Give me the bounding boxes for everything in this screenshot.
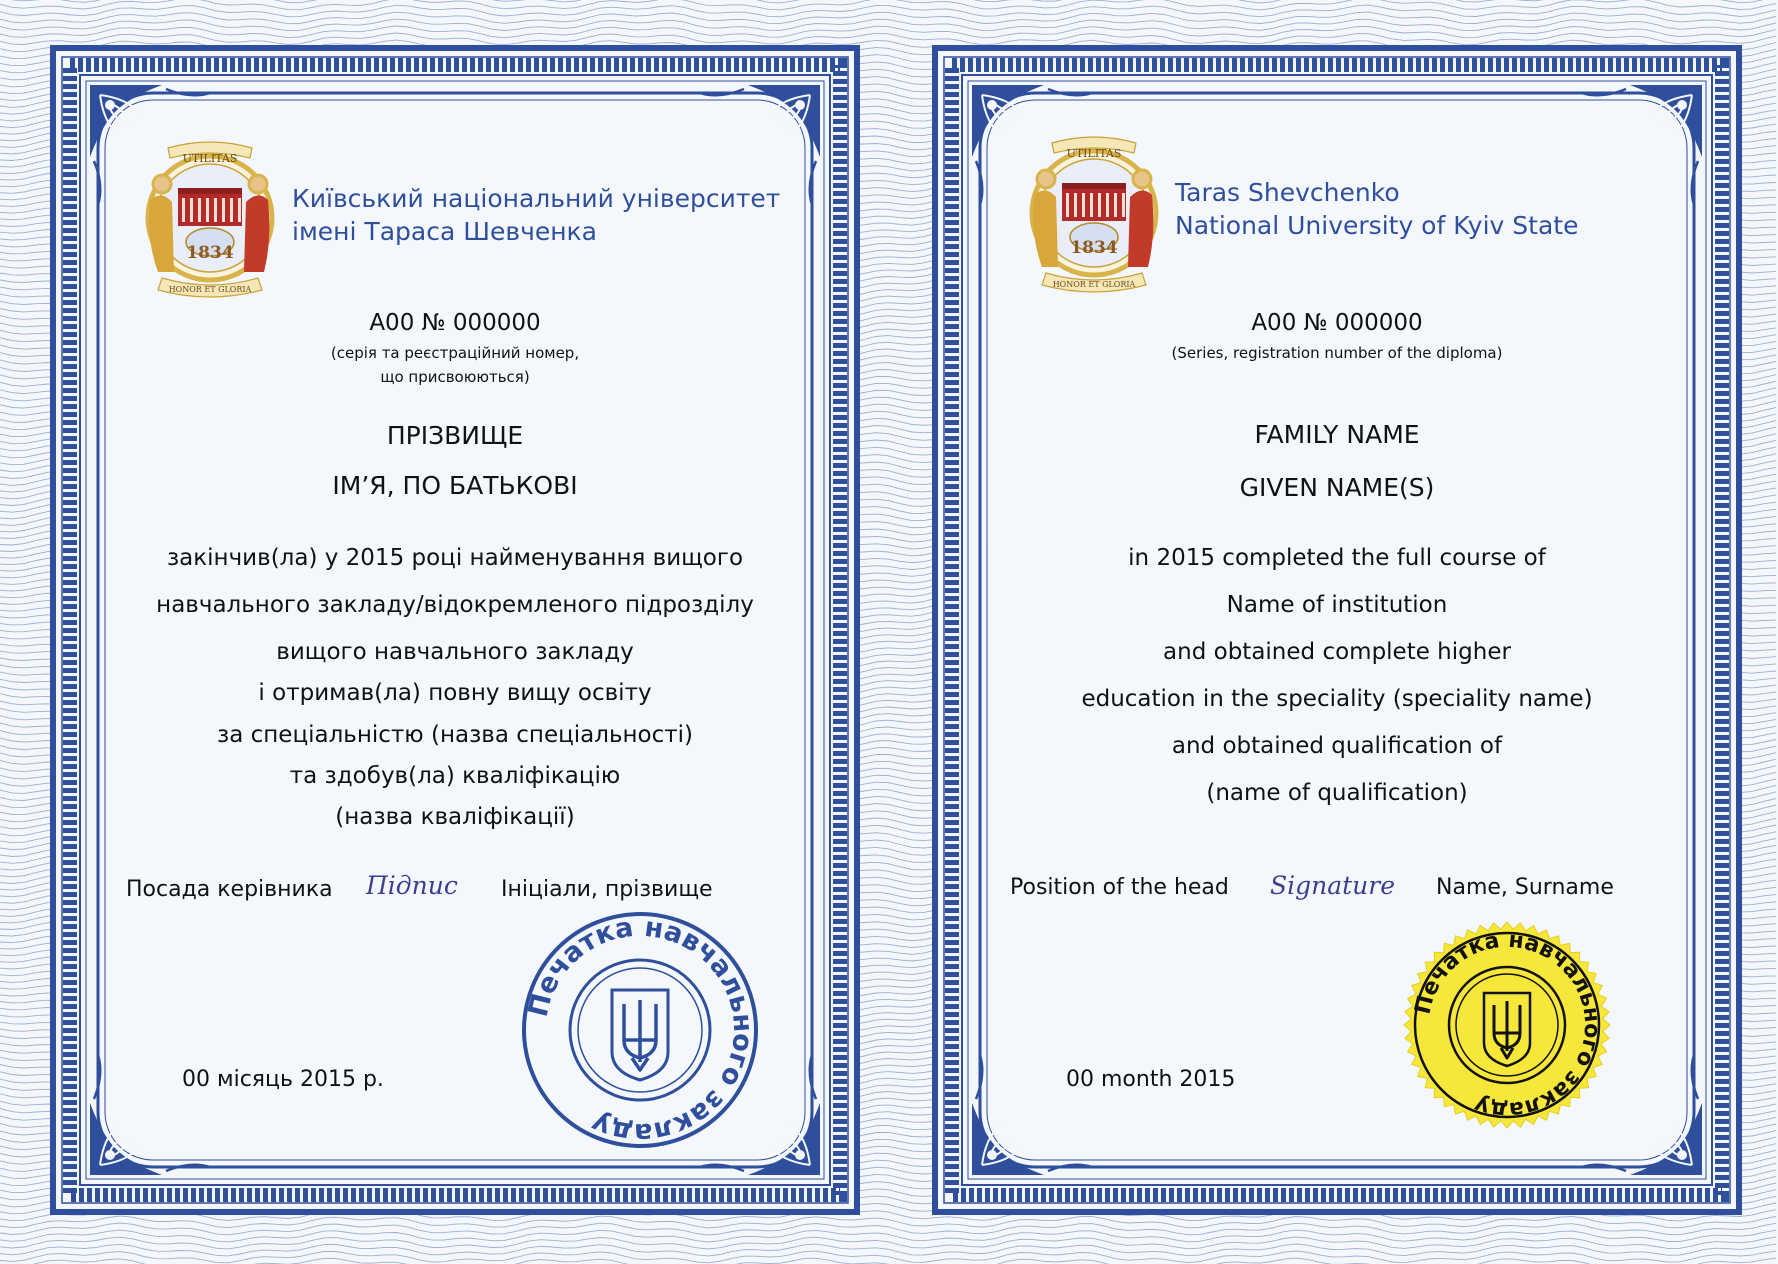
body-line: та здобув(ла) кваліфікацію	[289, 763, 621, 789]
body-line: in 2015 completed the full course of	[1128, 545, 1546, 571]
official-seal	[520, 910, 760, 1150]
family-name: ПРІЗВИЩЕ	[386, 421, 524, 450]
university-emblem	[140, 140, 280, 300]
given-name: GIVEN NAME(S)	[1239, 473, 1435, 502]
name-label: Ініціали, прізвище	[501, 877, 713, 902]
body-line: закінчив(ла) у 2015 році найменування вищого	[166, 545, 744, 571]
issue-date: 00 місяць 2015 р.	[182, 1067, 384, 1092]
position-label: Position of the head	[1010, 875, 1229, 900]
signature: Signature	[1270, 871, 1396, 900]
name-label: Name, Surname	[1436, 875, 1614, 900]
university-name-line-2: імені Тараса Шевченка	[292, 217, 597, 246]
body-line: (name of qualification)	[1206, 780, 1468, 806]
serial-number: А00 № 000000	[369, 310, 541, 336]
emblem-year: 1834	[186, 243, 234, 263]
university-name	[292, 182, 780, 248]
body-line: вищого навчального закладу	[276, 639, 634, 665]
university-name-line-1: Київський національний університет	[292, 184, 781, 213]
body-line: (назва кваліфікації)	[335, 804, 575, 830]
official-seal	[1402, 920, 1612, 1130]
body-line: Name of institution	[1226, 592, 1448, 618]
body-line: and obtained complete higher	[1163, 639, 1511, 665]
signature: Підпис	[366, 871, 458, 900]
university-name-line-2: National University of Kyiv State	[1175, 211, 1579, 240]
body-line: за спеціальністю (назва спеціальності)	[216, 722, 694, 748]
seal-text: Печатка навчального закладу	[1410, 927, 1605, 1123]
emblem-motto-bottom: HONOR ET GLORIA	[168, 285, 252, 294]
serial-note: (Series, registration number of the diploma)	[1171, 344, 1503, 362]
serial-note-line-2: що присвоюються)	[380, 368, 530, 386]
emblem-motto-bottom: HONOR ET GLORIA	[1052, 280, 1136, 289]
serial-number: А00 № 000000	[1251, 310, 1423, 336]
university-emblem	[1024, 135, 1164, 295]
family-name: FAMILY NAME	[1254, 420, 1420, 449]
emblem-year: 1834	[1070, 238, 1118, 258]
body-line: education in the speciality (speciality name)	[1081, 686, 1593, 712]
diploma-page-english	[932, 45, 1742, 1215]
trident-icon	[612, 990, 668, 1080]
body-line: and obtained qualification of	[1171, 733, 1503, 759]
seal-text: Печатка навчального закладу	[522, 911, 759, 1149]
given-name: ІМ’Я, ПО БАТЬКОВІ	[332, 471, 578, 500]
position-label: Посада керівника	[126, 877, 333, 902]
issue-date: 00 month 2015	[1066, 1067, 1236, 1092]
emblem-motto-top: UTILITAS	[182, 152, 238, 165]
emblem-motto-top: UTILITAS	[1066, 147, 1122, 160]
university-name	[1175, 176, 1578, 242]
body-line: і отримав(ла) повну вищу освіту	[258, 680, 652, 706]
body-line: навчального закладу/відокремленого підрозділу	[156, 592, 754, 618]
serial-note-line-1: (серія та реєстраційний номер,	[330, 344, 580, 362]
university-name-line-1: Taras Shevchenko	[1175, 178, 1400, 207]
diploma-page-ukrainian	[50, 45, 860, 1215]
